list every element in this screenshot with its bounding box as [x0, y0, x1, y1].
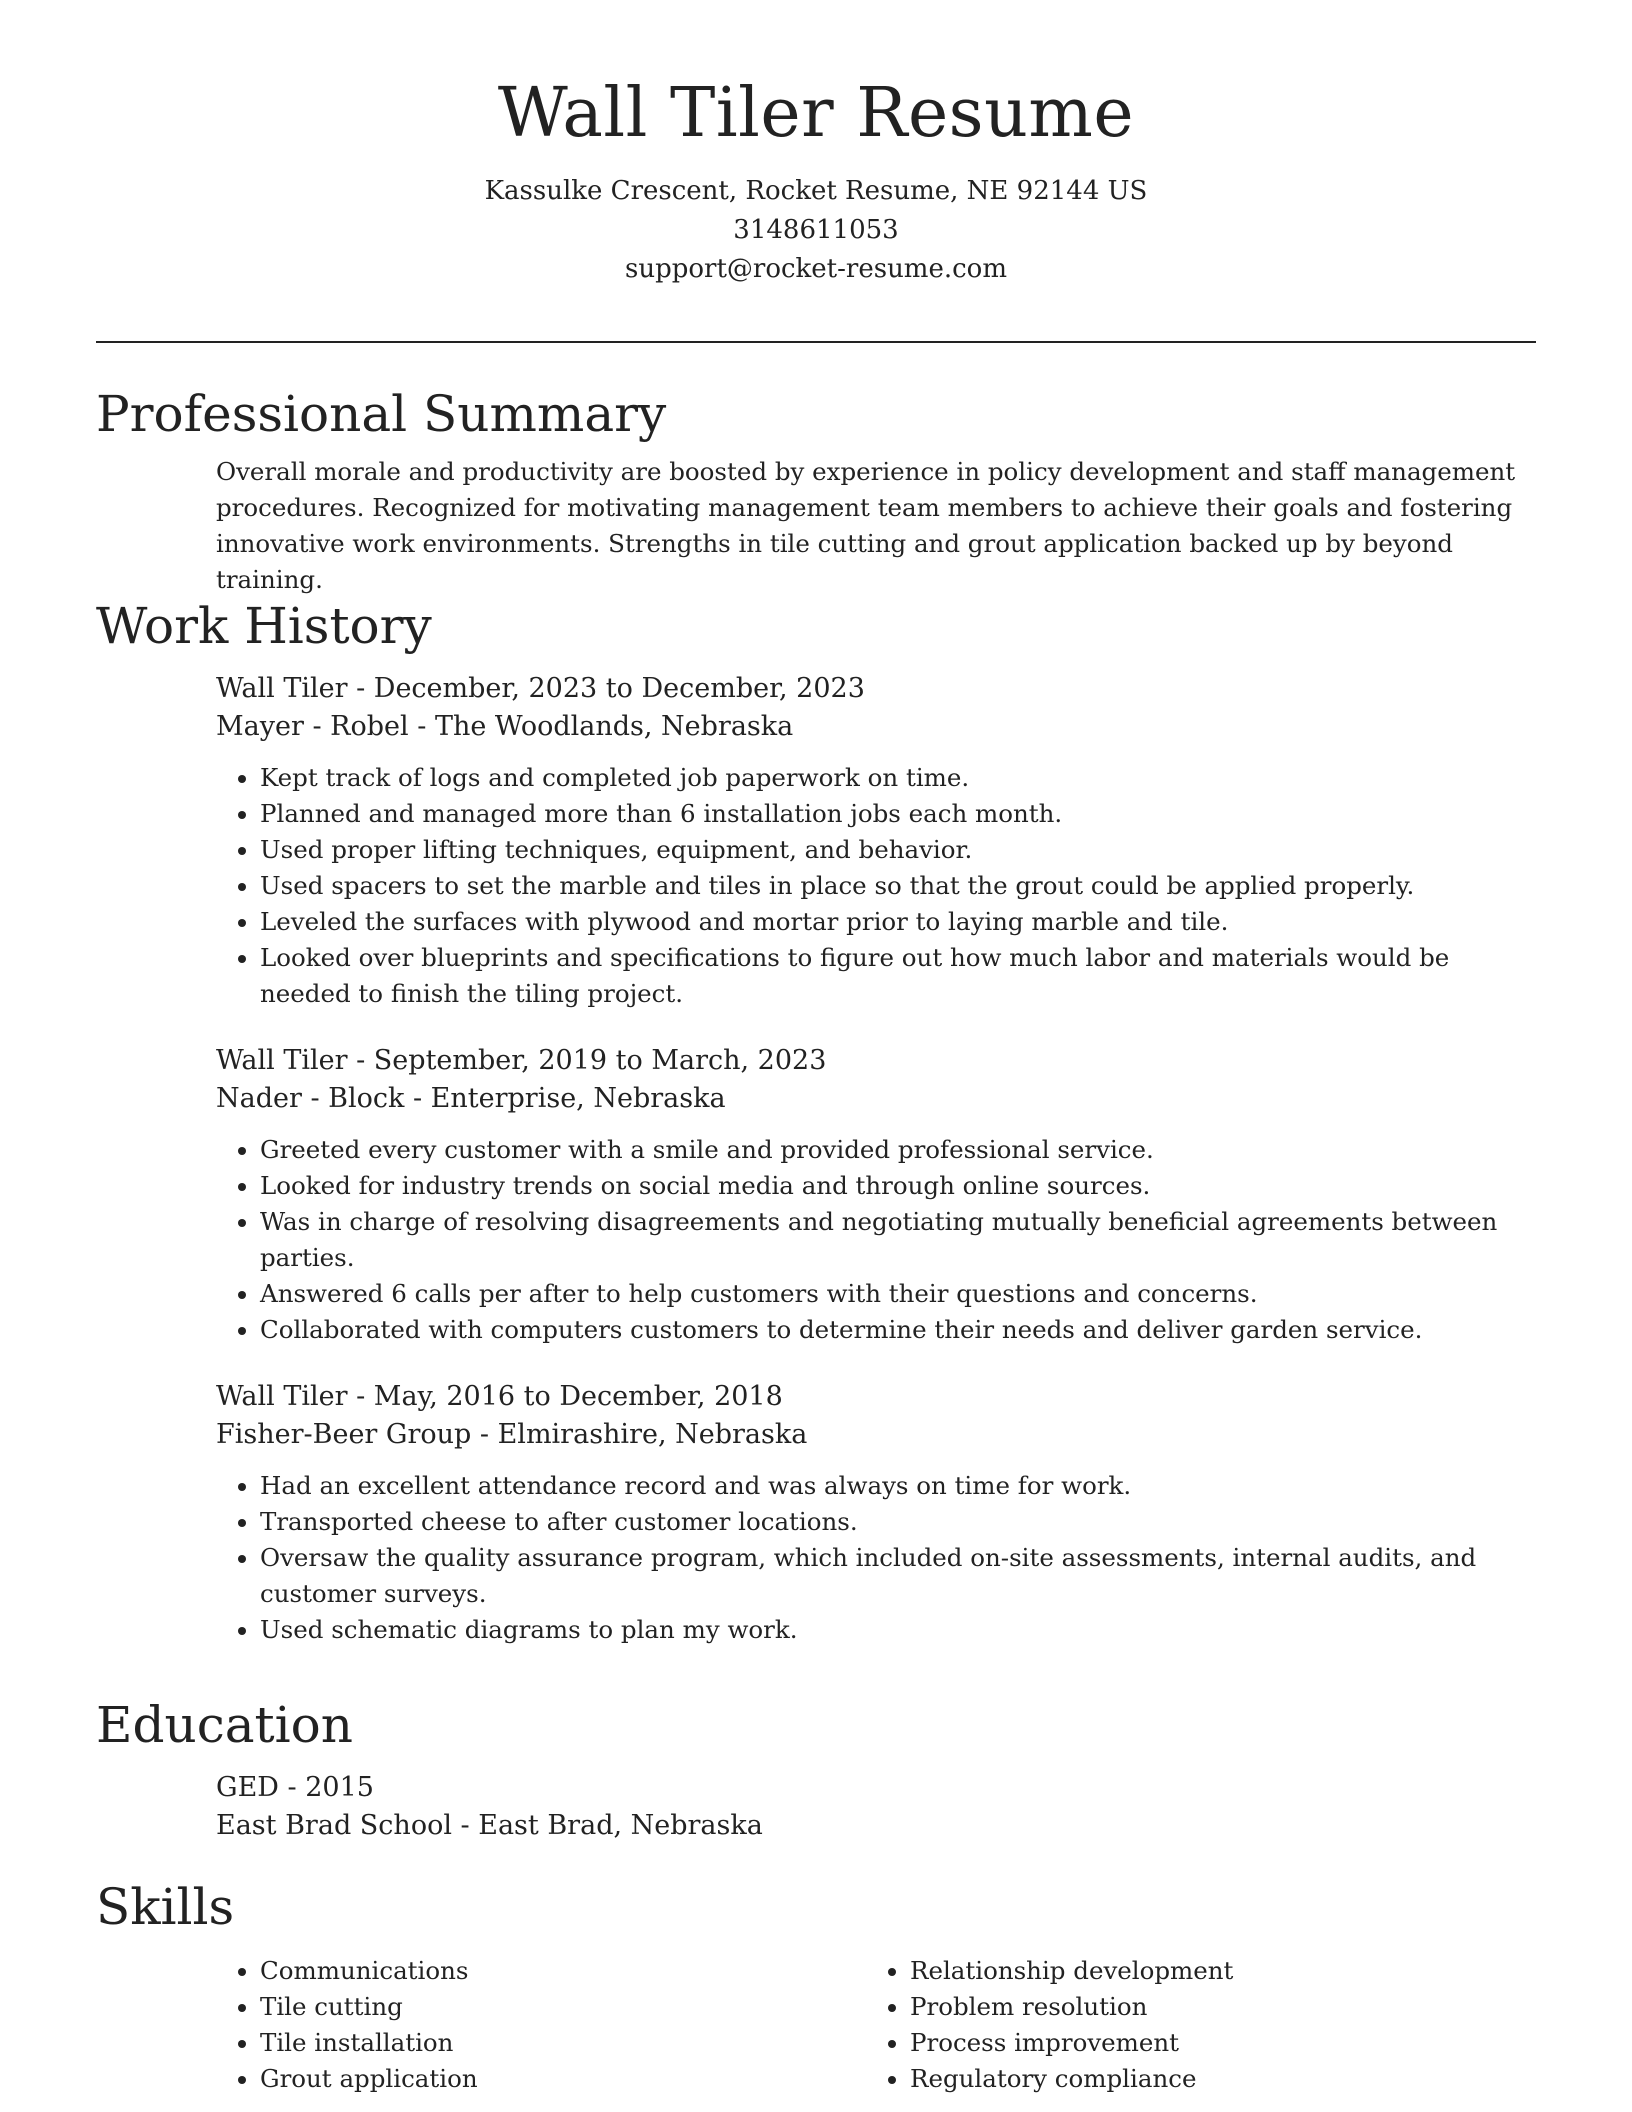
- list-item: • Greeted every customer with a smile and provided professional service.: [260, 1132, 1536, 1168]
- list-item: • Looked for industry trends on social media and through online sources.: [260, 1168, 1536, 1204]
- list-item: • Looked over blueprints and specifications to figure out how much labor and materials would be needed to finish the tiling project.: [260, 940, 1536, 1012]
- section-title-education: Education: [96, 1696, 353, 1754]
- skills-list-right: [866, 1953, 1510, 2097]
- list-item: • Communications: [260, 1953, 866, 1989]
- list-item: • Tile installation: [260, 2025, 866, 2061]
- list-item: • Had an excellent attendance record and was always on time for work.: [260, 1468, 1536, 1504]
- contact-phone: 3148611053: [733, 215, 899, 245]
- list-item: • Used schematic diagrams to plan my work.: [260, 1612, 1536, 1648]
- list-item: • Oversaw the quality assurance program, which included on-site assessments, internal audits, and customer surveys.: [260, 1540, 1536, 1612]
- contact-block: [0, 172, 1632, 289]
- job-role-dates: Wall Tiler - December, 2023 to December, 2023: [216, 673, 865, 704]
- list-item: • Process improvement: [910, 2025, 1510, 2061]
- list-item: • Planned and managed more than 6 installation jobs each month.: [260, 796, 1536, 832]
- job-role-dates: Wall Tiler - September, 2019 to March, 2023: [216, 1045, 827, 1076]
- job-employer-location: Mayer - Robel - The Woodlands, Nebraska: [216, 711, 794, 742]
- professional-summary-section: [0, 384, 1632, 598]
- list-item: • Tile cutting: [260, 1989, 866, 2025]
- job-duties-list: [216, 760, 1536, 1012]
- summary-text: Overall morale and productivity are boosted by experience in policy development and staff management procedures. Recognized for motivating management team members to achieve their goals and fostering innovative work environments. Strengths in tile cutting and grout application backed up by beyond training.: [216, 457, 1516, 594]
- skills-section: [0, 1877, 1632, 2097]
- list-item: • Used spacers to set the marble and tiles in place so that the grout could be applied properly.: [260, 868, 1536, 904]
- list-item: • Used proper lifting techniques, equipment, and behavior.: [260, 832, 1536, 868]
- list-item: • Answered 6 calls per after to help customers with their questions and concerns.: [260, 1276, 1536, 1312]
- job-entry: [216, 670, 1536, 1012]
- skills-columns: [216, 1953, 1536, 2097]
- list-item: • Grout application: [260, 2061, 866, 2097]
- job-duties-list: [216, 1132, 1536, 1348]
- education-entry: [216, 1769, 1536, 1845]
- job-entry: [216, 1378, 1536, 1648]
- resume-title: Wall Tiler Resume: [497, 74, 1135, 153]
- list-item: • Relationship development: [910, 1953, 1510, 1989]
- section-title-summary: Professional Summary: [96, 385, 667, 443]
- contact-email: support@rocket-resume.com: [624, 254, 1007, 284]
- section-title-skills: Skills: [96, 1878, 235, 1936]
- job-entry: [216, 1042, 1536, 1348]
- list-item: • Collaborated with computers customers to determine their needs and deliver garden service.: [260, 1312, 1536, 1348]
- list-item: • Transported cheese to after customer locations.: [260, 1504, 1536, 1540]
- job-role-dates: Wall Tiler - May, 2016 to December, 2018: [216, 1381, 783, 1412]
- education-school-location: East Brad School - East Brad, Nebraska: [216, 1810, 763, 1841]
- education-degree-year: GED - 2015: [216, 1772, 374, 1803]
- contact-address: Kassulke Crescent, Rocket Resume, NE 92144 US: [484, 176, 1148, 206]
- education-section: [0, 1695, 1632, 1845]
- section-title-work-history: Work History: [96, 597, 432, 655]
- resume-header: [0, 0, 1632, 289]
- list-item: • Was in charge of resolving disagreements and negotiating mutually beneficial agreements between parties.: [260, 1204, 1536, 1276]
- list-item: • Regulatory compliance: [910, 2061, 1510, 2097]
- skills-list-left: [216, 1953, 866, 2097]
- job-employer-location: Nader - Block - Enterprise, Nebraska: [216, 1083, 726, 1114]
- header-divider: [96, 341, 1536, 343]
- list-item: • Kept track of logs and completed job paperwork on time.: [260, 760, 1536, 796]
- list-item: • Problem resolution: [910, 1989, 1510, 2025]
- job-duties-list: [216, 1468, 1536, 1648]
- work-history-section: [0, 596, 1632, 1648]
- job-employer-location: Fisher-Beer Group - Elmirashire, Nebraska: [216, 1419, 808, 1450]
- list-item: • Leveled the surfaces with plywood and mortar prior to laying marble and tile.: [260, 904, 1536, 940]
